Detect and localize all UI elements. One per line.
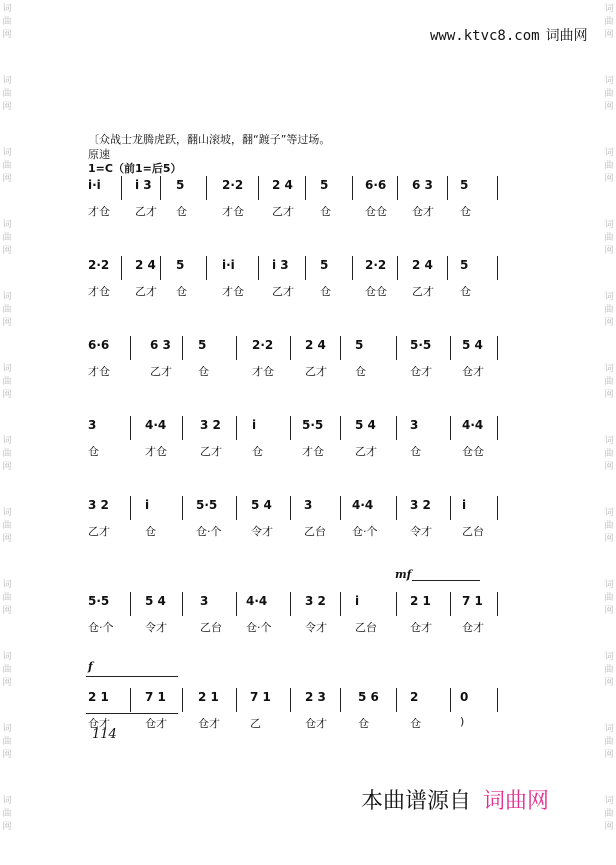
percussion-syllable: 仓才 bbox=[410, 365, 432, 378]
percussion-syllable: 仓仓 bbox=[462, 445, 484, 458]
watermark-char: 曲 bbox=[2, 161, 12, 171]
percussion-syllable: 仓才 bbox=[412, 205, 434, 218]
watermark-char: 网 bbox=[2, 318, 12, 328]
bar-line bbox=[182, 336, 183, 360]
percussion-syllable: 乙台 bbox=[355, 621, 377, 634]
note-group: 6·6 bbox=[88, 338, 110, 352]
bar-line bbox=[236, 688, 237, 712]
watermark-char: 曲 bbox=[604, 449, 614, 459]
bar-line bbox=[497, 176, 498, 200]
watermark-char: 曲 bbox=[2, 305, 12, 315]
percussion-syllable: ) bbox=[460, 715, 465, 728]
percussion-syllable: 才仓 bbox=[88, 365, 110, 378]
watermark-char: 曲 bbox=[2, 17, 12, 27]
percussion-syllable: 才仓 bbox=[222, 285, 244, 298]
note-group: 5 4 bbox=[145, 594, 166, 608]
dynamic-f: f bbox=[88, 660, 93, 673]
watermark-char: 曲 bbox=[2, 377, 12, 387]
watermark-char: 词 bbox=[2, 724, 12, 734]
note-group: 5 4 bbox=[355, 418, 376, 432]
watermark-char: 网 bbox=[604, 822, 614, 832]
percussion-syllable: 乙才 bbox=[355, 445, 377, 458]
bar-line bbox=[236, 416, 237, 440]
percussion-syllable: 才仓 bbox=[252, 365, 274, 378]
note-group: 6 3 bbox=[150, 338, 171, 352]
footer-brand[interactable]: 词曲网 bbox=[483, 789, 550, 814]
percussion-syllable: 仓才 bbox=[462, 621, 484, 634]
bar-line bbox=[160, 176, 161, 200]
watermark-char: 网 bbox=[604, 318, 614, 328]
note-group: 5·5 bbox=[88, 594, 110, 608]
bar-line bbox=[497, 496, 498, 520]
note-group: 5 bbox=[460, 178, 469, 192]
note-group: 2 4 bbox=[272, 178, 293, 192]
bar-line bbox=[396, 592, 397, 616]
watermark-char: 曲 bbox=[604, 17, 614, 27]
watermark-char: 网 bbox=[2, 102, 12, 112]
bar-line bbox=[396, 416, 397, 440]
bar-line bbox=[450, 496, 451, 520]
note-group: 5 bbox=[460, 258, 469, 272]
note-group: 2 4 bbox=[412, 258, 433, 272]
bar-line bbox=[130, 496, 131, 520]
note-group: 5 4 bbox=[251, 498, 272, 512]
bar-line bbox=[121, 176, 122, 200]
note-group: 3 bbox=[410, 418, 419, 432]
bar-line bbox=[182, 496, 183, 520]
percussion-syllable: 仓才 bbox=[462, 365, 484, 378]
watermark-char: 曲 bbox=[604, 665, 614, 675]
bar-line bbox=[130, 416, 131, 440]
watermark-char: 网 bbox=[2, 30, 12, 40]
watermark-char: 曲 bbox=[604, 89, 614, 99]
bar-line bbox=[447, 256, 448, 280]
note-group: i 3 bbox=[135, 178, 152, 192]
note-group: 3 bbox=[304, 498, 313, 512]
percussion-syllable: 乙台 bbox=[304, 525, 326, 538]
bar-line bbox=[340, 336, 341, 360]
watermark-char: 网 bbox=[2, 606, 12, 616]
percussion-syllable: 乙 bbox=[250, 717, 261, 730]
tie-mark bbox=[86, 676, 178, 680]
percussion-syllable: 仓才 bbox=[305, 717, 327, 730]
bar-line bbox=[396, 336, 397, 360]
watermark-char: 网 bbox=[604, 246, 614, 256]
watermark-char: 词 bbox=[604, 292, 614, 302]
watermark-char: 网 bbox=[2, 750, 12, 760]
bar-line bbox=[396, 688, 397, 712]
percussion-syllable: 仓 bbox=[460, 205, 471, 218]
note-group: 5 4 bbox=[462, 338, 483, 352]
bar-line bbox=[182, 416, 183, 440]
bar-line bbox=[497, 256, 498, 280]
bar-line bbox=[340, 688, 341, 712]
bar-line bbox=[397, 256, 398, 280]
note-group: 2 bbox=[410, 690, 419, 704]
bar-line bbox=[290, 592, 291, 616]
bar-line bbox=[258, 256, 259, 280]
watermark-char: 曲 bbox=[2, 593, 12, 603]
bar-line bbox=[258, 176, 259, 200]
watermark-char: 网 bbox=[2, 678, 12, 688]
watermark-char: 词 bbox=[604, 76, 614, 86]
note-group: 3 2 bbox=[88, 498, 109, 512]
watermark-char: 词 bbox=[2, 148, 12, 158]
site-url[interactable]: www.ktvc8.com bbox=[430, 28, 540, 44]
bar-line bbox=[130, 592, 131, 616]
left-watermark-strip bbox=[0, 0, 14, 865]
percussion-syllable: 乙才 bbox=[272, 205, 294, 218]
note-group: 5 bbox=[176, 178, 185, 192]
bar-line bbox=[206, 256, 207, 280]
percussion-syllable: 仓仓 bbox=[365, 285, 387, 298]
percussion-syllable: 仓 bbox=[320, 285, 331, 298]
bar-line bbox=[450, 688, 451, 712]
watermark-char: 网 bbox=[2, 822, 12, 832]
note-group: i·i bbox=[88, 178, 101, 192]
watermark-char: 网 bbox=[604, 174, 614, 184]
note-group: 3 bbox=[200, 594, 209, 608]
percussion-syllable: 令才 bbox=[410, 525, 432, 538]
page-number: 114 bbox=[92, 727, 117, 742]
percussion-syllable: 才仓 bbox=[145, 445, 167, 458]
note-group: 3 2 bbox=[410, 498, 431, 512]
bar-line bbox=[447, 176, 448, 200]
bar-line bbox=[450, 592, 451, 616]
footer-prefix: 本曲谱源自 bbox=[361, 789, 472, 814]
watermark-char: 词 bbox=[2, 508, 12, 518]
percussion-syllable: 仓 bbox=[355, 365, 366, 378]
watermark-char: 网 bbox=[2, 246, 12, 256]
watermark-char: 词 bbox=[2, 76, 12, 86]
watermark-char: 词 bbox=[2, 220, 12, 230]
site-name: 词曲网 bbox=[545, 28, 588, 44]
percussion-syllable: 乙台 bbox=[462, 525, 484, 538]
watermark-char: 曲 bbox=[2, 89, 12, 99]
bar-line bbox=[396, 496, 397, 520]
watermark-char: 网 bbox=[604, 462, 614, 472]
watermark-char: 网 bbox=[604, 30, 614, 40]
percussion-syllable: 仓 bbox=[176, 205, 187, 218]
note-group: 5 bbox=[320, 258, 329, 272]
note-group: 7 1 bbox=[250, 690, 271, 704]
watermark-char: 曲 bbox=[2, 521, 12, 531]
percussion-syllable: 才仓 bbox=[222, 205, 244, 218]
watermark-char: 词 bbox=[604, 148, 614, 158]
note-group: 2·2 bbox=[252, 338, 274, 352]
watermark-char: 网 bbox=[604, 534, 614, 544]
right-watermark-strip bbox=[602, 0, 616, 865]
bar-line bbox=[305, 256, 306, 280]
watermark-char: 曲 bbox=[604, 593, 614, 603]
watermark-char: 网 bbox=[2, 390, 12, 400]
watermark-char: 网 bbox=[604, 750, 614, 760]
note-group: 4·4 bbox=[145, 418, 167, 432]
percussion-syllable: 乙才 bbox=[305, 365, 327, 378]
tempo-marking: 原速 bbox=[88, 148, 110, 161]
bar-line bbox=[130, 336, 131, 360]
watermark-char: 网 bbox=[2, 462, 12, 472]
note-group: 5·5 bbox=[302, 418, 324, 432]
bar-line bbox=[340, 592, 341, 616]
scene-direction: 〔众战士龙腾虎跃，翻山滚坡，翻“踱子”等过场。 bbox=[88, 133, 331, 146]
note-group: i bbox=[252, 418, 257, 432]
watermark-char: 网 bbox=[2, 174, 12, 184]
percussion-syllable: 仓 bbox=[252, 445, 263, 458]
percussion-syllable: 乙才 bbox=[135, 285, 157, 298]
percussion-syllable: 乙台 bbox=[200, 621, 222, 634]
dynamic-mf: mf bbox=[395, 568, 412, 581]
key-signature: 1=C（前1=后5） bbox=[88, 162, 182, 175]
percussion-syllable: 仓·个 bbox=[196, 525, 222, 538]
bar-line bbox=[236, 496, 237, 520]
note-group: 3 2 bbox=[200, 418, 221, 432]
note-group: 6 3 bbox=[412, 178, 433, 192]
percussion-syllable: 仓·个 bbox=[88, 621, 114, 634]
watermark-char: 词 bbox=[604, 652, 614, 662]
note-group: 2 1 bbox=[88, 690, 109, 704]
percussion-syllable: 乙才 bbox=[412, 285, 434, 298]
bar-line bbox=[290, 496, 291, 520]
percussion-syllable: 仓 bbox=[88, 445, 99, 458]
bar-line bbox=[340, 416, 341, 440]
watermark-char: 网 bbox=[604, 390, 614, 400]
watermark-char: 词 bbox=[604, 364, 614, 374]
watermark-char: 词 bbox=[2, 292, 12, 302]
watermark-char: 曲 bbox=[604, 305, 614, 315]
bar-line bbox=[236, 592, 237, 616]
percussion-syllable: 才仓 bbox=[88, 285, 110, 298]
note-group: 5 bbox=[176, 258, 185, 272]
note-group: 2 4 bbox=[305, 338, 326, 352]
bar-line bbox=[352, 256, 353, 280]
bar-line bbox=[497, 336, 498, 360]
note-group: i bbox=[462, 498, 467, 512]
note-group: 5 bbox=[320, 178, 329, 192]
watermark-char: 曲 bbox=[2, 233, 12, 243]
percussion-syllable: 乙才 bbox=[135, 205, 157, 218]
bar-line bbox=[340, 496, 341, 520]
percussion-syllable: 仓 bbox=[320, 205, 331, 218]
watermark-char: 词 bbox=[2, 4, 12, 14]
percussion-syllable: 仓才 bbox=[88, 717, 110, 730]
bar-line bbox=[160, 256, 161, 280]
bar-line bbox=[290, 416, 291, 440]
note-group: 2 1 bbox=[410, 594, 431, 608]
percussion-syllable: 乙才 bbox=[150, 365, 172, 378]
bar-line bbox=[497, 592, 498, 616]
percussion-syllable: 仓·个 bbox=[246, 621, 272, 634]
watermark-char: 曲 bbox=[2, 737, 12, 747]
percussion-syllable: 仓 bbox=[358, 717, 369, 730]
watermark-char: 词 bbox=[2, 580, 12, 590]
note-group: 2 3 bbox=[305, 690, 326, 704]
watermark-char: 曲 bbox=[604, 737, 614, 747]
percussion-syllable: 仓才 bbox=[198, 717, 220, 730]
watermark-char: 曲 bbox=[604, 809, 614, 819]
watermark-char: 网 bbox=[604, 102, 614, 112]
bar-line bbox=[206, 176, 207, 200]
note-group: 2 4 bbox=[135, 258, 156, 272]
percussion-syllable: 乙才 bbox=[88, 525, 110, 538]
bar-line bbox=[497, 688, 498, 712]
note-group: i·i bbox=[222, 258, 235, 272]
watermark-char: 曲 bbox=[2, 449, 12, 459]
note-group: 5 bbox=[198, 338, 207, 352]
percussion-syllable: 仓 bbox=[410, 445, 421, 458]
note-group: i bbox=[355, 594, 360, 608]
source-footer bbox=[361, 784, 549, 815]
note-group: 3 2 bbox=[305, 594, 326, 608]
percussion-syllable: 仓 bbox=[145, 525, 156, 538]
percussion-syllable: 仓才 bbox=[410, 621, 432, 634]
watermark-char: 词 bbox=[604, 724, 614, 734]
note-group: i bbox=[145, 498, 150, 512]
percussion-syllable: 令才 bbox=[251, 525, 273, 538]
tie-mark bbox=[412, 580, 480, 584]
bar-line bbox=[130, 688, 131, 712]
bar-line bbox=[450, 416, 451, 440]
note-group: i 3 bbox=[272, 258, 289, 272]
percussion-syllable: 才仓 bbox=[88, 205, 110, 218]
watermark-char: 网 bbox=[2, 534, 12, 544]
watermark-char: 曲 bbox=[604, 161, 614, 171]
note-group: 4·4 bbox=[246, 594, 268, 608]
bar-line bbox=[121, 256, 122, 280]
percussion-syllable: 仓 bbox=[176, 285, 187, 298]
watermark-char: 词 bbox=[2, 652, 12, 662]
watermark-char: 词 bbox=[604, 220, 614, 230]
percussion-syllable: 令才 bbox=[145, 621, 167, 634]
note-group: 2·2 bbox=[88, 258, 110, 272]
percussion-syllable: 仓才 bbox=[145, 717, 167, 730]
note-group: 4·4 bbox=[352, 498, 374, 512]
percussion-syllable: 仓 bbox=[460, 285, 471, 298]
watermark-char: 曲 bbox=[2, 809, 12, 819]
watermark-char: 网 bbox=[604, 606, 614, 616]
percussion-syllable: 仓仓 bbox=[365, 205, 387, 218]
note-group: 2·2 bbox=[222, 178, 244, 192]
watermark-char: 曲 bbox=[2, 665, 12, 675]
watermark-char: 词 bbox=[604, 508, 614, 518]
note-group: 7 1 bbox=[145, 690, 166, 704]
watermark-char: 词 bbox=[2, 364, 12, 374]
tie-mark bbox=[86, 713, 178, 717]
percussion-syllable: 令才 bbox=[305, 621, 327, 634]
percussion-syllable: 仓 bbox=[198, 365, 209, 378]
watermark-char: 词 bbox=[604, 580, 614, 590]
site-header bbox=[430, 25, 588, 45]
watermark-char: 词 bbox=[604, 4, 614, 14]
watermark-char: 词 bbox=[2, 436, 12, 446]
note-group: 4·4 bbox=[462, 418, 484, 432]
note-group: 5 bbox=[355, 338, 364, 352]
percussion-syllable: 才仓 bbox=[302, 445, 324, 458]
bar-line bbox=[290, 688, 291, 712]
percussion-syllable: 仓·个 bbox=[352, 525, 378, 538]
watermark-char: 网 bbox=[604, 678, 614, 688]
percussion-syllable: 乙才 bbox=[272, 285, 294, 298]
note-group: 2·2 bbox=[365, 258, 387, 272]
watermark-char: 曲 bbox=[604, 521, 614, 531]
bar-line bbox=[305, 176, 306, 200]
note-group: 3 bbox=[88, 418, 97, 432]
bar-line bbox=[290, 336, 291, 360]
watermark-char: 词 bbox=[2, 796, 12, 806]
bar-line bbox=[236, 336, 237, 360]
bar-line bbox=[497, 416, 498, 440]
note-group: 0 bbox=[460, 690, 469, 704]
percussion-syllable: 仓 bbox=[410, 717, 421, 730]
watermark-char: 词 bbox=[604, 436, 614, 446]
bar-line bbox=[182, 688, 183, 712]
note-group: 7 1 bbox=[462, 594, 483, 608]
note-group: 6·6 bbox=[365, 178, 387, 192]
watermark-char: 曲 bbox=[604, 377, 614, 387]
bar-line bbox=[450, 336, 451, 360]
note-group: 5·5 bbox=[410, 338, 432, 352]
note-group: 5·5 bbox=[196, 498, 218, 512]
watermark-char: 曲 bbox=[604, 233, 614, 243]
percussion-syllable: 乙才 bbox=[200, 445, 222, 458]
bar-line bbox=[397, 176, 398, 200]
watermark-char: 词 bbox=[604, 796, 614, 806]
bar-line bbox=[182, 592, 183, 616]
note-group: 2 1 bbox=[198, 690, 219, 704]
note-group: 5 6 bbox=[358, 690, 379, 704]
bar-line bbox=[352, 176, 353, 200]
